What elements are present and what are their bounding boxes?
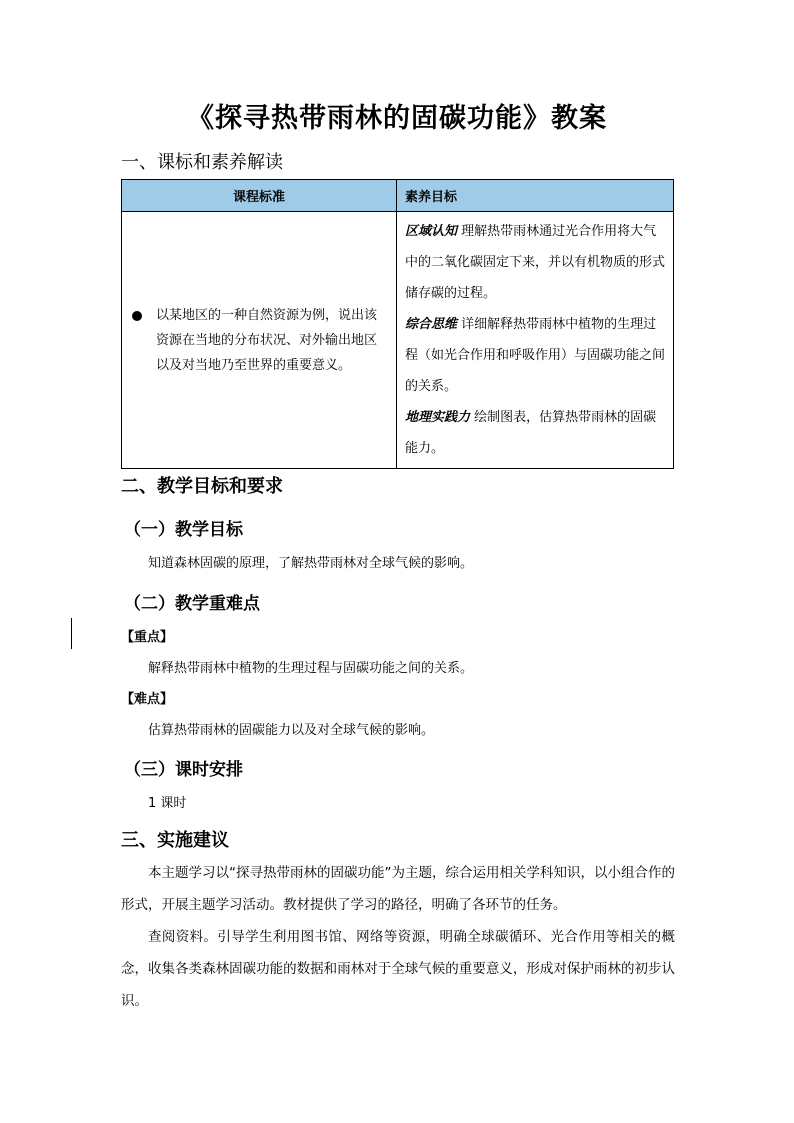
goal-text: 详细解释热带雨林中植物的生理过程（如光合作用和呼吸作用）与固碳功能之间的关系。 [405, 317, 666, 394]
implementation-body [121, 857, 675, 1017]
subsection-key-points-heading: （二）教学重难点 [124, 594, 260, 614]
section2-heading: 二、教学目标和要求 [121, 476, 283, 497]
header-literacy-goals: 素养目标 [397, 180, 674, 212]
standard-text: 以某地区的一种自然资源为例，说出该资源在当地的分布状况、对外输出地区以及对当地乃至世界的重要意义。 [156, 307, 378, 373]
standards-table [121, 179, 674, 469]
paragraph: 本主题学习以“探寻热带雨林的固碳功能”为主题，综合运用相关学科知识，以小组合作的形式，开展主题学习活动。教材提供了学习的路径，明确了各环节的任务。 [121, 865, 675, 913]
difficulty-tag: 【难点】 [121, 692, 174, 707]
key-point-text: 解释热带雨林中植物的生理过程与固碳功能之间的关系。 [148, 661, 474, 676]
subsection-teaching-goals-heading: （一）教学目标 [124, 520, 243, 540]
goals-cell [397, 212, 674, 469]
table-row [122, 212, 674, 469]
goal-item [405, 309, 667, 402]
difficulty-text: 估算热带雨林的固碳能力以及对全球气候的影响。 [148, 723, 435, 738]
goal-text: 理解热带雨林通过光合作用将大气中的二氧化碳固定下来，并以有机物质的形式储存碳的过程。 [405, 224, 666, 301]
paragraph: 查阅资料。引导学生利用图书馆、网络等资源，明确全球碳循环、光合作用等相关的概念，收集各类森林固碳功能的数据和雨林对于全球气候的重要意义，形成对保护雨林的初步认识。 [121, 929, 675, 1009]
goal-text: 绘制图表，估算热带雨林的固碳能力。 [405, 410, 657, 456]
goal-label: 区域认知 [405, 224, 458, 239]
key-point-tag: 【重点】 [121, 630, 174, 645]
standard-cell [122, 212, 397, 469]
bullet-icon [132, 311, 142, 321]
goal-item [405, 402, 667, 464]
goal-label: 综合思维 [405, 317, 458, 332]
document-title: 《探寻热带雨林的固碳功能》教案 [187, 103, 607, 134]
table-header-row [122, 180, 674, 212]
goal-label: 地理实践力 [405, 410, 471, 425]
header-course-standard: 课程标准 [122, 180, 397, 212]
section3-heading: 三、实施建议 [121, 830, 229, 851]
goal-item [405, 216, 667, 309]
teaching-goals-text: 知道森林固碳的原理，了解热带雨林对全球气候的影响。 [148, 556, 474, 571]
subsection-schedule-heading: （三）课时安排 [124, 760, 243, 780]
schedule-text: 1 课时 [148, 796, 187, 811]
text-cursor [71, 618, 72, 649]
section1-heading: 一、课标和素养解读 [121, 152, 283, 173]
